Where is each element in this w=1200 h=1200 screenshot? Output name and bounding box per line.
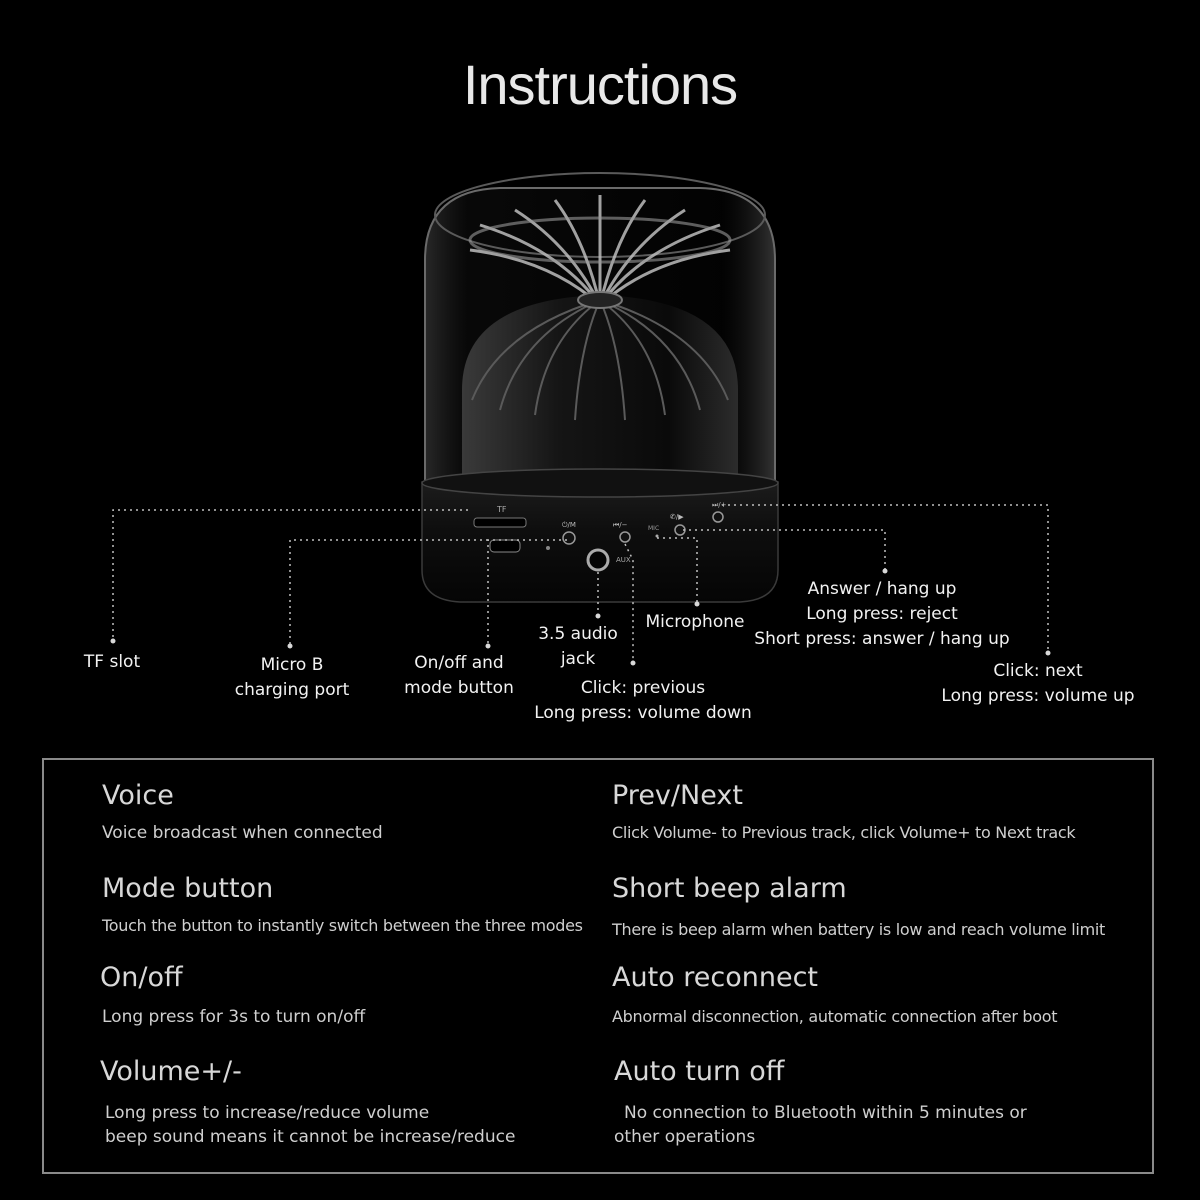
feature-desc: other operations bbox=[614, 1127, 756, 1147]
prev-button bbox=[620, 532, 630, 542]
feature-desc: Abnormal disconnection, automatic connection after boot bbox=[612, 1007, 1058, 1026]
feature-title: Prev/Next bbox=[612, 780, 743, 811]
callout-microphone: Microphone bbox=[645, 612, 745, 632]
callout-on-off: On/off and mode button bbox=[404, 653, 514, 698]
aux-jack bbox=[588, 550, 608, 570]
feature-desc: There is beep alarm when battery is low and reach volume limit bbox=[612, 920, 1105, 939]
svg-text:⏻/M: ⏻/M bbox=[562, 521, 576, 529]
feature-title: Voice bbox=[102, 780, 174, 811]
mic-hole bbox=[656, 535, 659, 538]
speaker-dome bbox=[462, 295, 738, 490]
feature-mode-button bbox=[102, 873, 583, 938]
callout-answer: Answer / hang up Long press: reject Short press: answer / hang up bbox=[754, 579, 1010, 649]
feature-prev-next bbox=[612, 780, 1075, 845]
feature-title: Auto turn off bbox=[614, 1056, 785, 1087]
feature-desc: Long press to increase/reduce volume bbox=[105, 1103, 430, 1123]
tf-slot bbox=[474, 518, 526, 527]
feature-short-beep bbox=[612, 873, 1105, 942]
micro-b-port bbox=[490, 540, 520, 552]
tf-port-label: TF bbox=[497, 505, 507, 514]
feature-auto-turn-off bbox=[614, 1056, 1027, 1149]
power-button bbox=[563, 532, 575, 544]
callout-audio-jack: 3.5 audio jack bbox=[538, 624, 618, 669]
speaker-base bbox=[422, 482, 778, 602]
feature-volume bbox=[100, 1056, 515, 1149]
callout-micro-b: Micro B charging port bbox=[234, 655, 350, 700]
feature-title: Short beep alarm bbox=[612, 873, 847, 904]
feature-voice bbox=[102, 780, 383, 845]
page-title: Instructions bbox=[462, 53, 738, 116]
feature-title: Mode button bbox=[102, 873, 274, 904]
feature-title: Volume+/- bbox=[100, 1056, 242, 1087]
callout-next: Click: next Long press: volume up bbox=[941, 661, 1135, 706]
feature-title: Auto reconnect bbox=[612, 962, 819, 993]
instructions-panel bbox=[42, 758, 1154, 1174]
feature-desc: No connection to Bluetooth within 5 minutes or bbox=[624, 1103, 1027, 1123]
next-button bbox=[713, 512, 723, 522]
feature-desc: Long press for 3s to turn on/off bbox=[102, 1007, 366, 1027]
svg-text:⏮/−: ⏮/− bbox=[613, 521, 628, 529]
svg-text:MIC: MIC bbox=[648, 525, 660, 532]
feature-auto-reconnect bbox=[612, 962, 1057, 1029]
svg-text:AUX: AUX bbox=[616, 556, 631, 564]
status-led bbox=[546, 546, 550, 550]
feature-desc: Touch the button to instantly switch between the three modes bbox=[102, 916, 583, 935]
callout-previous: Click: previous Long press: volume down bbox=[534, 678, 752, 723]
feature-desc: Click Volume- to Previous track, click Volume+ to Next track bbox=[612, 823, 1076, 842]
svg-text:✆/▶: ✆/▶ bbox=[670, 513, 684, 521]
svg-text:⏭/+: ⏭/+ bbox=[712, 501, 727, 509]
feature-on-off bbox=[100, 962, 365, 1029]
callout-tf-slot: TF slot bbox=[83, 652, 141, 672]
feature-desc: beep sound means it cannot be increase/reduce bbox=[105, 1127, 516, 1147]
feature-desc: Voice broadcast when connected bbox=[102, 823, 383, 843]
feature-title: On/off bbox=[100, 962, 183, 993]
